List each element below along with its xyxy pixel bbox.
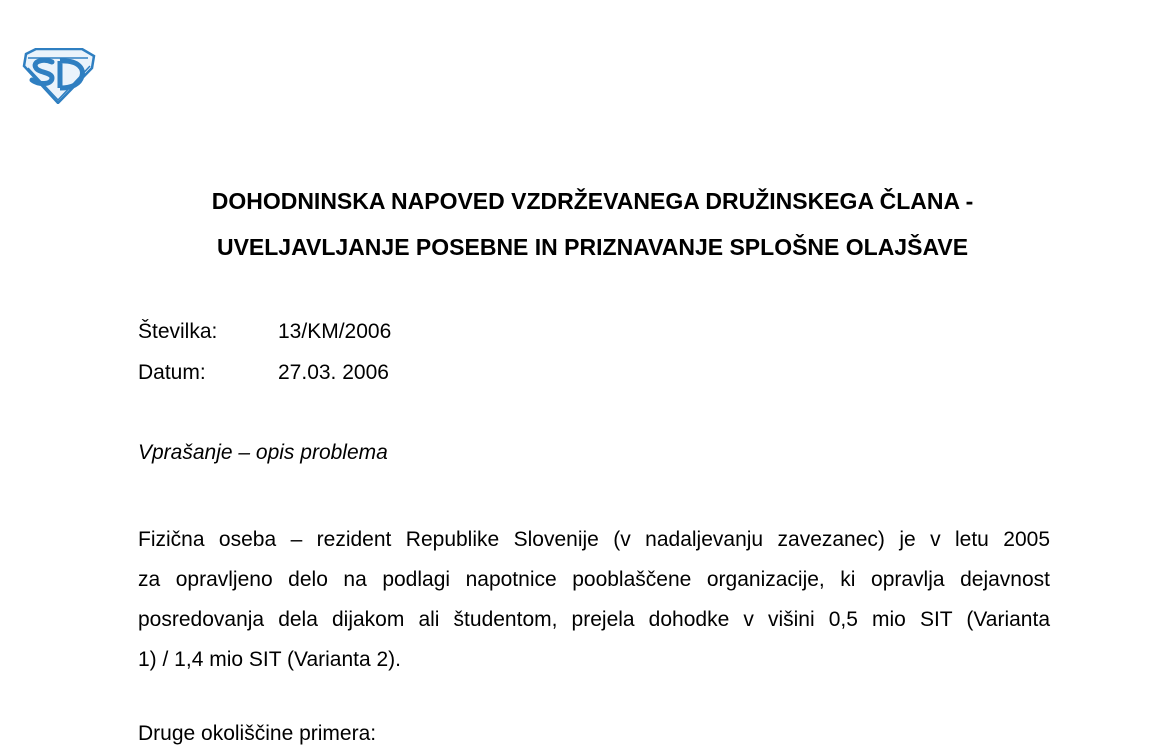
document-number-value: 13/KM/2006 bbox=[278, 320, 392, 343]
document-number-label: Številka: bbox=[138, 320, 218, 343]
paragraph-line: Fizična oseba – rezident Republike Slovenije (v nadaljevanju zavezanec) je v letu 2005 bbox=[138, 528, 1050, 551]
title-line-1: DOHODNINSKA NAPOVED VZDRŽEVANEGA DRUŽINSKEGA ČLANA - bbox=[211, 188, 974, 214]
document-title bbox=[0, 178, 1157, 270]
title-line-2: UVELJAVLJANJE POSEBNE IN PRIZNAVANJE SPLOŠNE OLAJŠAVE bbox=[216, 234, 969, 260]
question-heading: Vprašanje – opis problema bbox=[138, 441, 388, 464]
document-date-label: Datum: bbox=[138, 361, 206, 384]
problem-description-paragraph bbox=[138, 520, 1050, 680]
paragraph-line: posredovanja dela dijakom ali študentom, prejela dohodke v višini 0,5 mio SIT (Varianta bbox=[138, 608, 1050, 631]
paragraph-line: 1) / 1,4 mio SIT (Varianta 2). bbox=[138, 648, 401, 671]
paragraph-line: za opravljeno delo na podlagi napotnice pooblaščene organizacije, ki opravlja dejavnost bbox=[138, 568, 1050, 591]
circumstances-heading: Druge okoliščine primera: bbox=[138, 722, 377, 745]
company-logo bbox=[22, 48, 96, 104]
sd-logo-icon bbox=[22, 48, 96, 104]
document-date-value: 27.03. 2006 bbox=[278, 361, 389, 384]
